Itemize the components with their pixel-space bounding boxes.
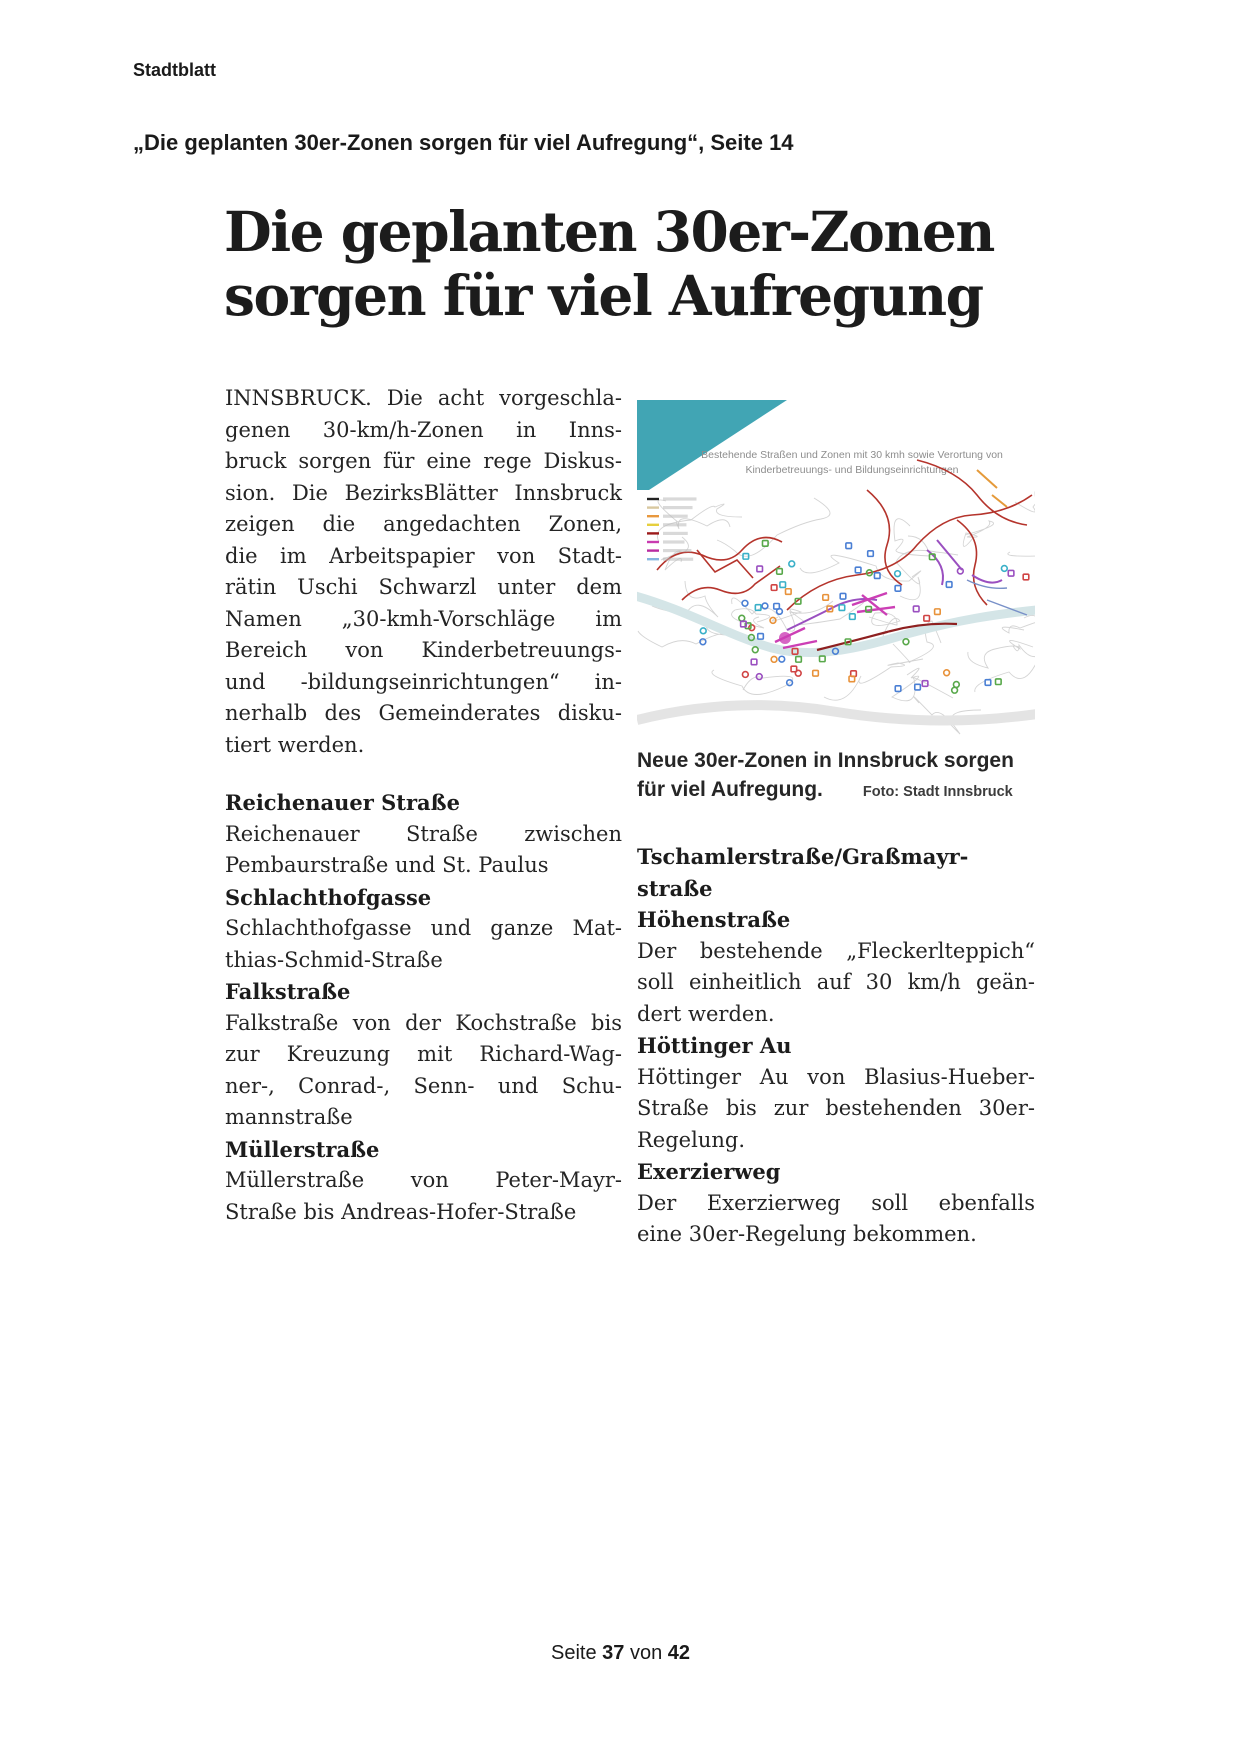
body-line: ner-, Conrad-, Senn- und Schu-	[225, 1073, 622, 1098]
body-line: Straße bis Andreas-Hofer-Straße	[225, 1199, 577, 1224]
article-left-column	[225, 383, 622, 1228]
section-heading-line: Höhenstraße	[637, 907, 791, 932]
section-heading-line: Höttinger Au	[637, 1033, 792, 1058]
body-line: zeigen die angedachten Zonen,	[225, 512, 622, 536]
street-sections-left	[225, 787, 622, 1228]
page-footer	[0, 1642, 1241, 1665]
body-line: und -bildungseinrichtungen“ in-	[225, 669, 622, 694]
body-line: Falkstraße von der Kochstraße bis	[225, 1010, 622, 1035]
reference-line: „Die geplanten 30er-Zonen sorgen für viel Aufregung“, Seite 14	[133, 130, 794, 155]
street-section	[637, 841, 1035, 1030]
body-line: Höttinger Au von Blasius-Hueber-	[637, 1064, 1035, 1089]
publication-title: Stadtblatt	[133, 60, 216, 80]
street-section	[637, 1156, 1035, 1251]
body-line: Müllerstraße von Peter-Mayr-	[225, 1168, 622, 1192]
body-line: Straße bis zur bestehenden 30er-	[637, 1096, 1035, 1120]
figure-caption	[637, 746, 1035, 807]
footer-label-of: von	[629, 1642, 663, 1664]
body-line: nerhalb des Gemeinderates disku-	[225, 701, 622, 725]
body-line: thias-Schmid-Straße	[225, 947, 443, 972]
article-headline	[224, 200, 1054, 328]
body-line: mannstraße	[225, 1105, 353, 1129]
body-line: Bereich von Kinderbetreuungs-	[225, 638, 622, 662]
section-heading-line: Tschamlerstraße/Graßmayr-	[637, 844, 969, 869]
body-line: soll einheitlich auf 30 km/h geän-	[637, 970, 1035, 994]
map-figure	[637, 400, 1035, 737]
footer-total-pages: 42	[667, 1642, 691, 1664]
footer-label-page: Seite	[550, 1642, 597, 1664]
headline-line-2: sorgen für viel Aufregung	[224, 263, 983, 328]
article-right-column	[637, 400, 1035, 1251]
body-line: INNSBRUCK. Die acht vorgeschla-	[225, 386, 622, 410]
body-line: Pembaurstraße und St. Paulus	[225, 853, 549, 877]
street-section	[225, 787, 622, 882]
footer-page-number: 37	[602, 1642, 625, 1664]
section-heading-line: Falkstraße	[225, 979, 351, 1004]
body-line: Regelung.	[637, 1127, 745, 1152]
body-line: sion. Die BezirksBlätter Innsbruck	[225, 480, 622, 505]
street-section	[637, 1030, 1035, 1156]
headline-line-1: Die geplanten 30er-Zonen	[224, 199, 994, 264]
section-heading-line: Schlachthofgasse	[225, 884, 432, 910]
caption-line-2: für viel Aufregung.	[637, 778, 823, 801]
body-line: zur Kreuzung mit Richard-Wag-	[225, 1042, 622, 1066]
body-line: tiert werden.	[225, 732, 365, 757]
body-line: Reichenauer Straße zwischen	[225, 821, 622, 846]
body-line: Schlachthofgasse und ganze Mat-	[225, 916, 622, 940]
innsbruck-zones-map	[637, 400, 1035, 737]
map-zone-blob	[779, 632, 791, 644]
body-line: genen 30-km/h-Zonen in Inns-	[225, 417, 622, 442]
street-sections-right	[637, 841, 1035, 1251]
body-line: die im Arbeitspapier von Stadt-	[225, 543, 622, 568]
map-title-line-2: Kinderbetreuungs- und Bildungseinrichtungen	[745, 464, 959, 476]
section-heading-line: Reichenauer Straße	[225, 790, 460, 815]
section-heading-line: straße	[637, 875, 713, 901]
intro-paragraph	[225, 383, 622, 761]
body-line: dert werden.	[637, 1001, 775, 1026]
map-title-line-1: Bestehende Straßen und Zonen mit 30 kmh sowie Verortung von	[701, 449, 1003, 461]
section-heading-line: Exerzierweg	[637, 1159, 781, 1184]
body-line: Namen „30-kmh-Vorschläge im	[225, 606, 622, 631]
street-section	[225, 1134, 622, 1229]
body-line: eine 30er-Regelung bekommen.	[637, 1222, 977, 1246]
body-line: rätin Uschi Schwarzl unter dem	[225, 575, 622, 599]
body-line: bruck sorgen für eine rege Diskus-	[225, 449, 622, 473]
body-line: Der Exerzierweg soll ebenfalls	[637, 1190, 1035, 1215]
photo-credit: Foto: Stadt Innsbruck	[862, 784, 1013, 800]
street-section	[225, 976, 622, 1134]
street-section	[225, 882, 622, 977]
section-heading-line: Müllerstraße	[225, 1136, 380, 1162]
caption-line-1: Neue 30er-Zonen in Innsbruck sorgen	[637, 749, 1014, 772]
body-line: Der bestehende „Fleckerlteppich“	[637, 938, 1035, 963]
